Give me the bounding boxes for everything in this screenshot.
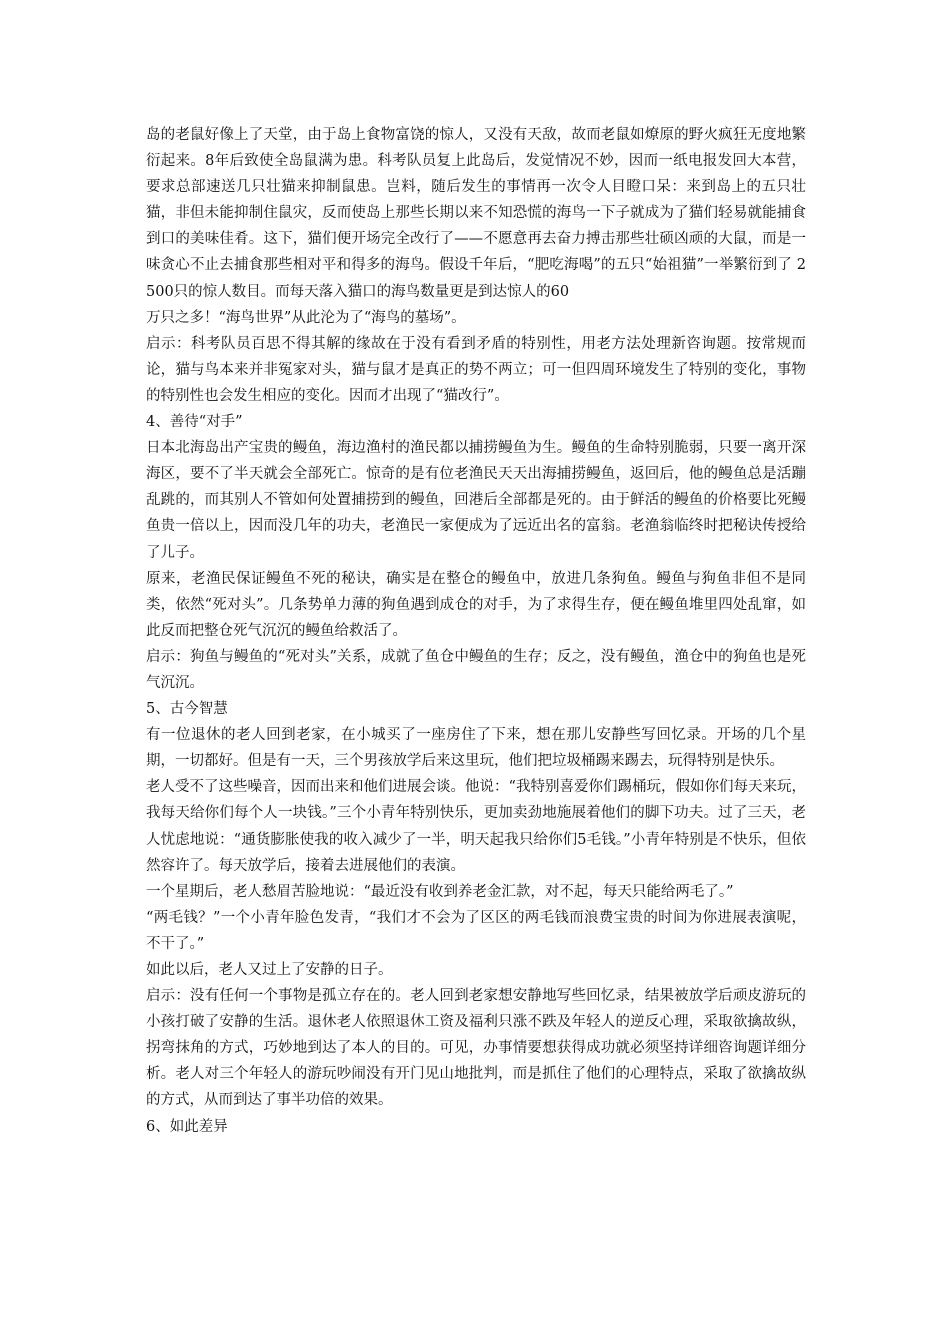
paragraph-rat-island: 岛的老鼠好像上了天堂，由于岛上食物富饶的惊人，又没有天敌，故而老鼠如燎原的野火疯狂无度地繁衍起来。8年后致使全岛鼠满为患。科考队员复上此岛后，发觉情况不妙，因而一纸电报发回大本营，要求总部速送几只壮猫来抑制鼠患。岂料，随后发生的事情再一次令人目瞪口呆：来到岛上的五只壮猫，非但未能抑制住鼠灾，反而使岛上那些长期以来不知恐慌的海鸟一下子就成为了猫们轻易就能捕食到口的美味佳肴。这下，猫们便开场完全改行了——不愿意再去奋力搏击那些壮硕凶顽的大鼠，而是一味贪心不止去捕食那些相对平和得多的海鸟。假设千年后，“肥吃海喝”的五只“始祖猫”一举繁衍到了 2500只的惊人数目。而每天落入猫口的海鸟数量更是到达惊人的60 bbox=[146, 127, 806, 300]
paragraph-eel-secret: 原来，老渔民保证鳗鱼不死的秘诀，确实是在整仓的鳗鱼中，放进几条狗鱼。鳗鱼与狗鱼非但不是同类，依然“死对头”。几条势单力薄的狗鱼遇到成仓的对手，为了求得生存，便在鳗鱼堆里四处乱窜，如此反而把整仓死气沉沉的鳗鱼给救活了。 bbox=[146, 570, 806, 639]
document-page bbox=[146, 122, 806, 1140]
paragraph-eel-moral: 启示：狗鱼与鳗鱼的“死对头”关系，成就了鱼仓中鳗鱼的生存；反之，没有鳗鱼，渔仓中的狗鱼也是死气沉沉。 bbox=[146, 648, 806, 691]
paragraph-boy-reply: “两毛钱？”一个小青年脸色发青，“我们才不会为了区区的两毛钱而浪费宝贵的时间为你进展表演呢，不干了。” bbox=[146, 909, 806, 952]
paragraph-quiet-days: 如此以后，老人又过上了安静的日子。 bbox=[146, 962, 393, 978]
section-heading-6: 6、如此差异 bbox=[146, 1118, 228, 1135]
paragraph-seabird-tomb: 万只之多！“海鸟世界”从此沦为了“海鸟的墓场”。 bbox=[146, 309, 466, 326]
paragraph-old-man-intro: 有一位退休的老人回到老家，在小城买了一座房住了下来，想在那儿安静些写回忆录。开场的几个星期，一切都好。但是有一天，三个男孩放学后来这里玩，他们把垃圾桶踢来踢去，玩得特别是快乐。 bbox=[146, 727, 806, 770]
section-heading-5: 5、古今智慧 bbox=[146, 701, 228, 718]
paragraph-old-man-offer: 老人受不了这些噪音，因而出来和他们进展会谈。他说：“我特别喜爱你们踢桶玩，假如你们每天来玩，我每天给你们每个人一块钱。”三个小青年特别快乐，更加卖劲地施展着他们的脚下功夫。过了三天，老人忧虑地说：“通货膨胀使我的收入减少了一半，明天起我只给你们5毛钱。”小青年特别是不快乐，但依然容许了。每天放学后，接着去进展他们的表演。 bbox=[146, 779, 806, 874]
paragraph-two-mao: 一个星期后，老人愁眉苦脸地说：“最近没有收到养老金汇款，对不起，每天只能给两毛了。” bbox=[146, 883, 734, 900]
paragraph-cat-moral: 启示：科考队员百思不得其解的缘故在于没有看到矛盾的特别性，用老方法处理新咨询题。按常规而论，猫与鸟本来并非冤家对头，猫与鼠才是真正的势不两立；可一但四周环境发生了特别的变化，事物的特别性也会发生相应的变化。因而才出现了“猫改行”。 bbox=[146, 335, 806, 404]
paragraph-old-man-moral: 启示：没有任何一个事物是孤立存在的。老人回到老家想安静地写些回忆录，结果被放学后顽皮游玩的小孩打破了安静的生活。退休老人依照退休工资及福利只涨不跌及年轻人的逆反心理，采取欲擒故纵，拐弯抹角的方式，巧妙地到达了本人的目的。可见，办事情要想获得成功就必须坚持详细咨询题详细分析。老人对三个年轻人的游玩吵闹没有开门见山地批判，而是抓住了他们的心理特点，采取了欲擒故纵的方式，从而到达了事半功倍的效果。 bbox=[146, 988, 806, 1109]
paragraph-eel-story: 日本北海岛出产宝贵的鳗鱼，海边渔村的渔民都以捕捞鳗鱼为生。鳗鱼的生命特别脆弱，只要一离开深海区，要不了半天就会全部死亡。惊奇的是有位老渔民天天出海捕捞鳗鱼，返回后，他的鳗鱼总是活蹦乱跳的，而其别人不管如何处置捕捞到的鳗鱼，回港后全部都是死的。由于鲜活的鳗鱼的价格要比死鳗鱼贵一倍以上，因而没几年的功夫，老渔民一家便成为了远近出名的富翁。老渔翁临终时把秘诀传授给了儿子。 bbox=[146, 440, 806, 561]
section-heading-4: 4、善待“对手” bbox=[146, 414, 243, 431]
